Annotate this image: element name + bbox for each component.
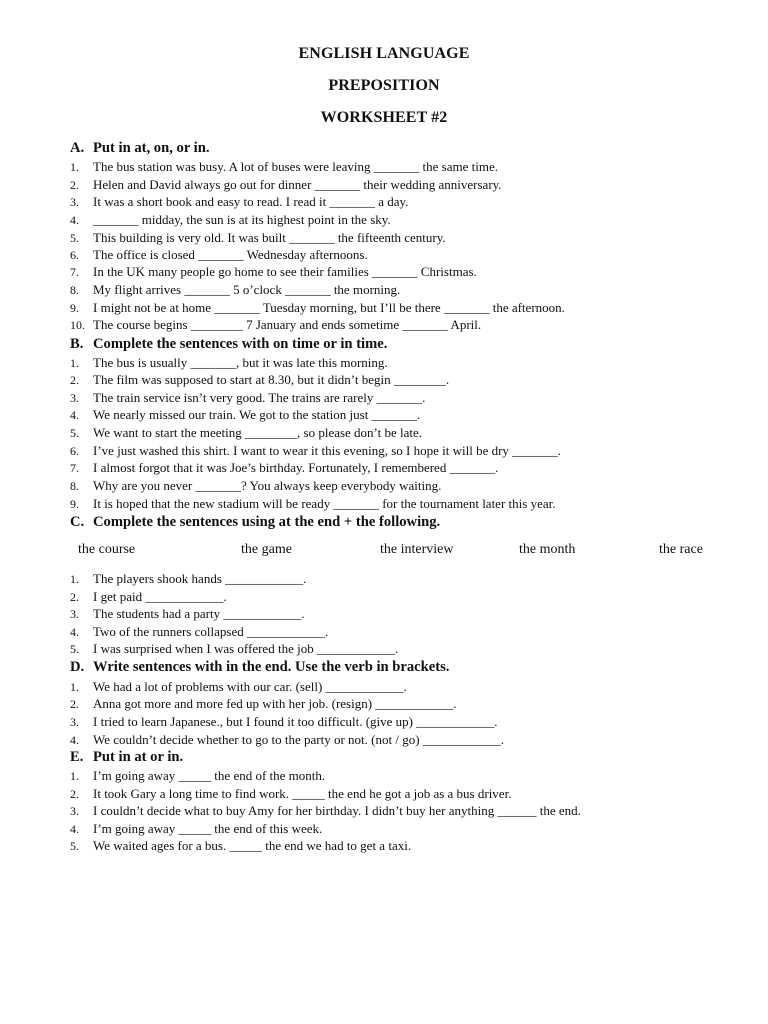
list-item [70,821,322,837]
list-item [70,786,511,802]
word-bank-item: the course [78,542,136,557]
item-text: The bus station was busy. A lot of buses were leaving _______ the same time. [93,159,498,174]
section-instruction: Complete the sentences with on time or in time. [93,336,388,352]
list-item [70,641,398,657]
item-text: I almost forgot that it was Joe’s birthday. Fortunately, I remembered _______. [93,460,499,475]
item-text: My flight arrives _______ 5 o’clock _______ the morning. [93,282,401,297]
list-item [70,194,408,210]
list-item [70,230,446,246]
item-number: 1. [70,680,79,694]
list-item [70,390,425,406]
section-a-heading [70,140,210,157]
list-item [70,732,504,748]
item-number: 4. [70,733,79,747]
list-item [70,407,420,423]
item-number: 5. [70,426,79,440]
item-number: 1. [70,769,79,783]
item-number: 8. [70,479,79,493]
item-text: I’m going away _____ the end of this week. [93,821,323,836]
item-number: 3. [70,391,79,405]
section-letter: D. [70,659,85,675]
item-text: Two of the runners collapsed ____________. [93,624,329,639]
item-number: 6. [70,444,79,458]
section-instruction: Complete the sentences using at the end + the following. [93,514,441,530]
item-number: 9. [70,497,79,511]
word-bank-item: the race [659,542,703,557]
item-text: I’m going away _____ the end of the month. [93,768,326,783]
section-instruction: Put in at, on, or in. [93,140,210,156]
item-number: 2. [70,697,79,711]
list-item [70,624,328,640]
item-number: 2. [70,373,79,387]
item-text: It is hoped that the new stadium will be ready _______ for the tournament later this year. [93,496,556,511]
item-text: The office is closed _______ Wednesday afternoons. [93,247,368,262]
list-item [70,355,388,371]
list-item [70,496,555,512]
section-c-heading [70,514,440,531]
list-item [70,696,457,712]
item-text: It took Gary a long time to find work. _____ the end he got a job as a bus driver. [93,786,512,801]
item-number: 4. [70,408,79,422]
item-text: I’ve just washed this shirt. I want to wear it this evening, so I hope it will be dry _______. [93,443,561,458]
item-number: 8. [70,283,79,297]
item-number: 4. [70,213,79,227]
item-text: The course begins ________ 7 January and ends sometime _______ April. [93,317,482,332]
section-instruction: Write sentences with in the end. Use the verb in brackets. [93,659,450,675]
section-letter: B. [70,336,84,352]
item-number: 7. [70,265,79,279]
list-item [70,425,422,441]
word-bank-item: the interview [380,542,454,557]
section-d-heading [70,659,449,676]
item-number: 3. [70,607,79,621]
item-text: _______ midday, the sun is at its highest point in the sky. [93,212,391,227]
list-item [70,589,227,605]
item-text: The train service isn’t very good. The trains are rarely _______. [93,390,426,405]
item-number: 3. [70,195,79,209]
item-text: I was surprised when I was offered the job ____________. [93,641,399,656]
item-text: Why are you never _______? You always keep everybody waiting. [93,478,442,493]
list-item [70,714,497,730]
word-bank [78,542,728,562]
item-text: The students had a party ____________. [93,606,305,621]
item-number: 5. [70,839,79,853]
title-english-language: ENGLISH LANGUAGE [298,45,470,62]
item-text: We couldn’t decide whether to go to the party or not. (not / go) ____________. [93,732,505,747]
item-number: 1. [70,160,79,174]
section-instruction: Put in at or in. [93,749,184,765]
list-item [70,247,368,263]
section-e-heading [70,749,183,766]
list-item [70,679,407,695]
item-text: The film was supposed to start at 8.30, but it didn’t begin ________. [93,372,450,387]
item-text: We waited ages for a bus. _____ the end we had to get a taxi. [93,838,412,853]
list-item [70,606,305,622]
item-number: 9. [70,301,79,315]
item-text: I tried to learn Japanese., but I found it too difficult. (give up) ____________. [93,714,498,729]
item-number: 5. [70,642,79,656]
item-text: It was a short book and easy to read. I read it _______ a day. [93,194,409,209]
list-item [70,803,581,819]
item-text: I might not be at home _______ Tuesday morning, but I’ll be there _______ the afternoon. [93,300,565,315]
item-text: The players shook hands ____________. [93,571,307,586]
item-number: 6. [70,248,79,262]
item-number: 10. [70,318,85,332]
section-b-heading [70,336,387,353]
item-text: The bus is usually _______, but it was late this morning. [93,355,388,370]
item-number: 4. [70,822,79,836]
item-number: 2. [70,590,79,604]
item-text: We had a lot of problems with our car. (sell) ____________. [93,679,407,694]
item-text: We want to start the meeting ________, so please don’t be late. [93,425,423,440]
item-number: 3. [70,804,79,818]
list-item [70,372,449,388]
list-item [70,460,498,476]
word-bank-item: the game [241,542,292,557]
item-text: Anna got more and more fed up with her job. (resign) ____________. [93,696,457,711]
list-item [70,264,477,280]
section-letter: C. [70,514,85,530]
item-number: 2. [70,178,79,192]
list-item [70,282,400,298]
list-item [70,838,411,854]
title-preposition: PREPOSITION [328,77,440,94]
list-item [70,212,391,228]
section-letter: E. [70,749,84,765]
item-number: 1. [70,356,79,370]
item-number: 1. [70,572,79,586]
list-item [70,317,481,333]
item-text: In the UK many people go home to see their families _______ Christmas. [93,264,477,279]
item-number: 3. [70,715,79,729]
item-text: Helen and David always go out for dinner _______ their wedding anniversary. [93,177,502,192]
item-number: 7. [70,461,79,475]
list-item [70,443,561,459]
list-item [70,768,325,784]
item-text: I couldn’t decide what to buy Amy for her birthday. I didn’t buy her anything ______ the end. [93,803,581,818]
list-item [70,177,502,193]
list-item [70,571,306,587]
item-text: We nearly missed our train. We got to the station just _______. [93,407,421,422]
item-text: This building is very old. It was built _______ the fifteenth century. [93,230,446,245]
list-item [70,300,565,316]
title-worksheet-number: WORKSHEET #2 [320,109,448,126]
item-text: I get paid ____________. [93,589,227,604]
section-letter: A. [70,140,85,156]
list-item [70,478,441,494]
item-number: 2. [70,787,79,801]
list-item [70,159,498,175]
item-number: 4. [70,625,79,639]
word-bank-item: the month [519,542,576,557]
item-number: 5. [70,231,79,245]
